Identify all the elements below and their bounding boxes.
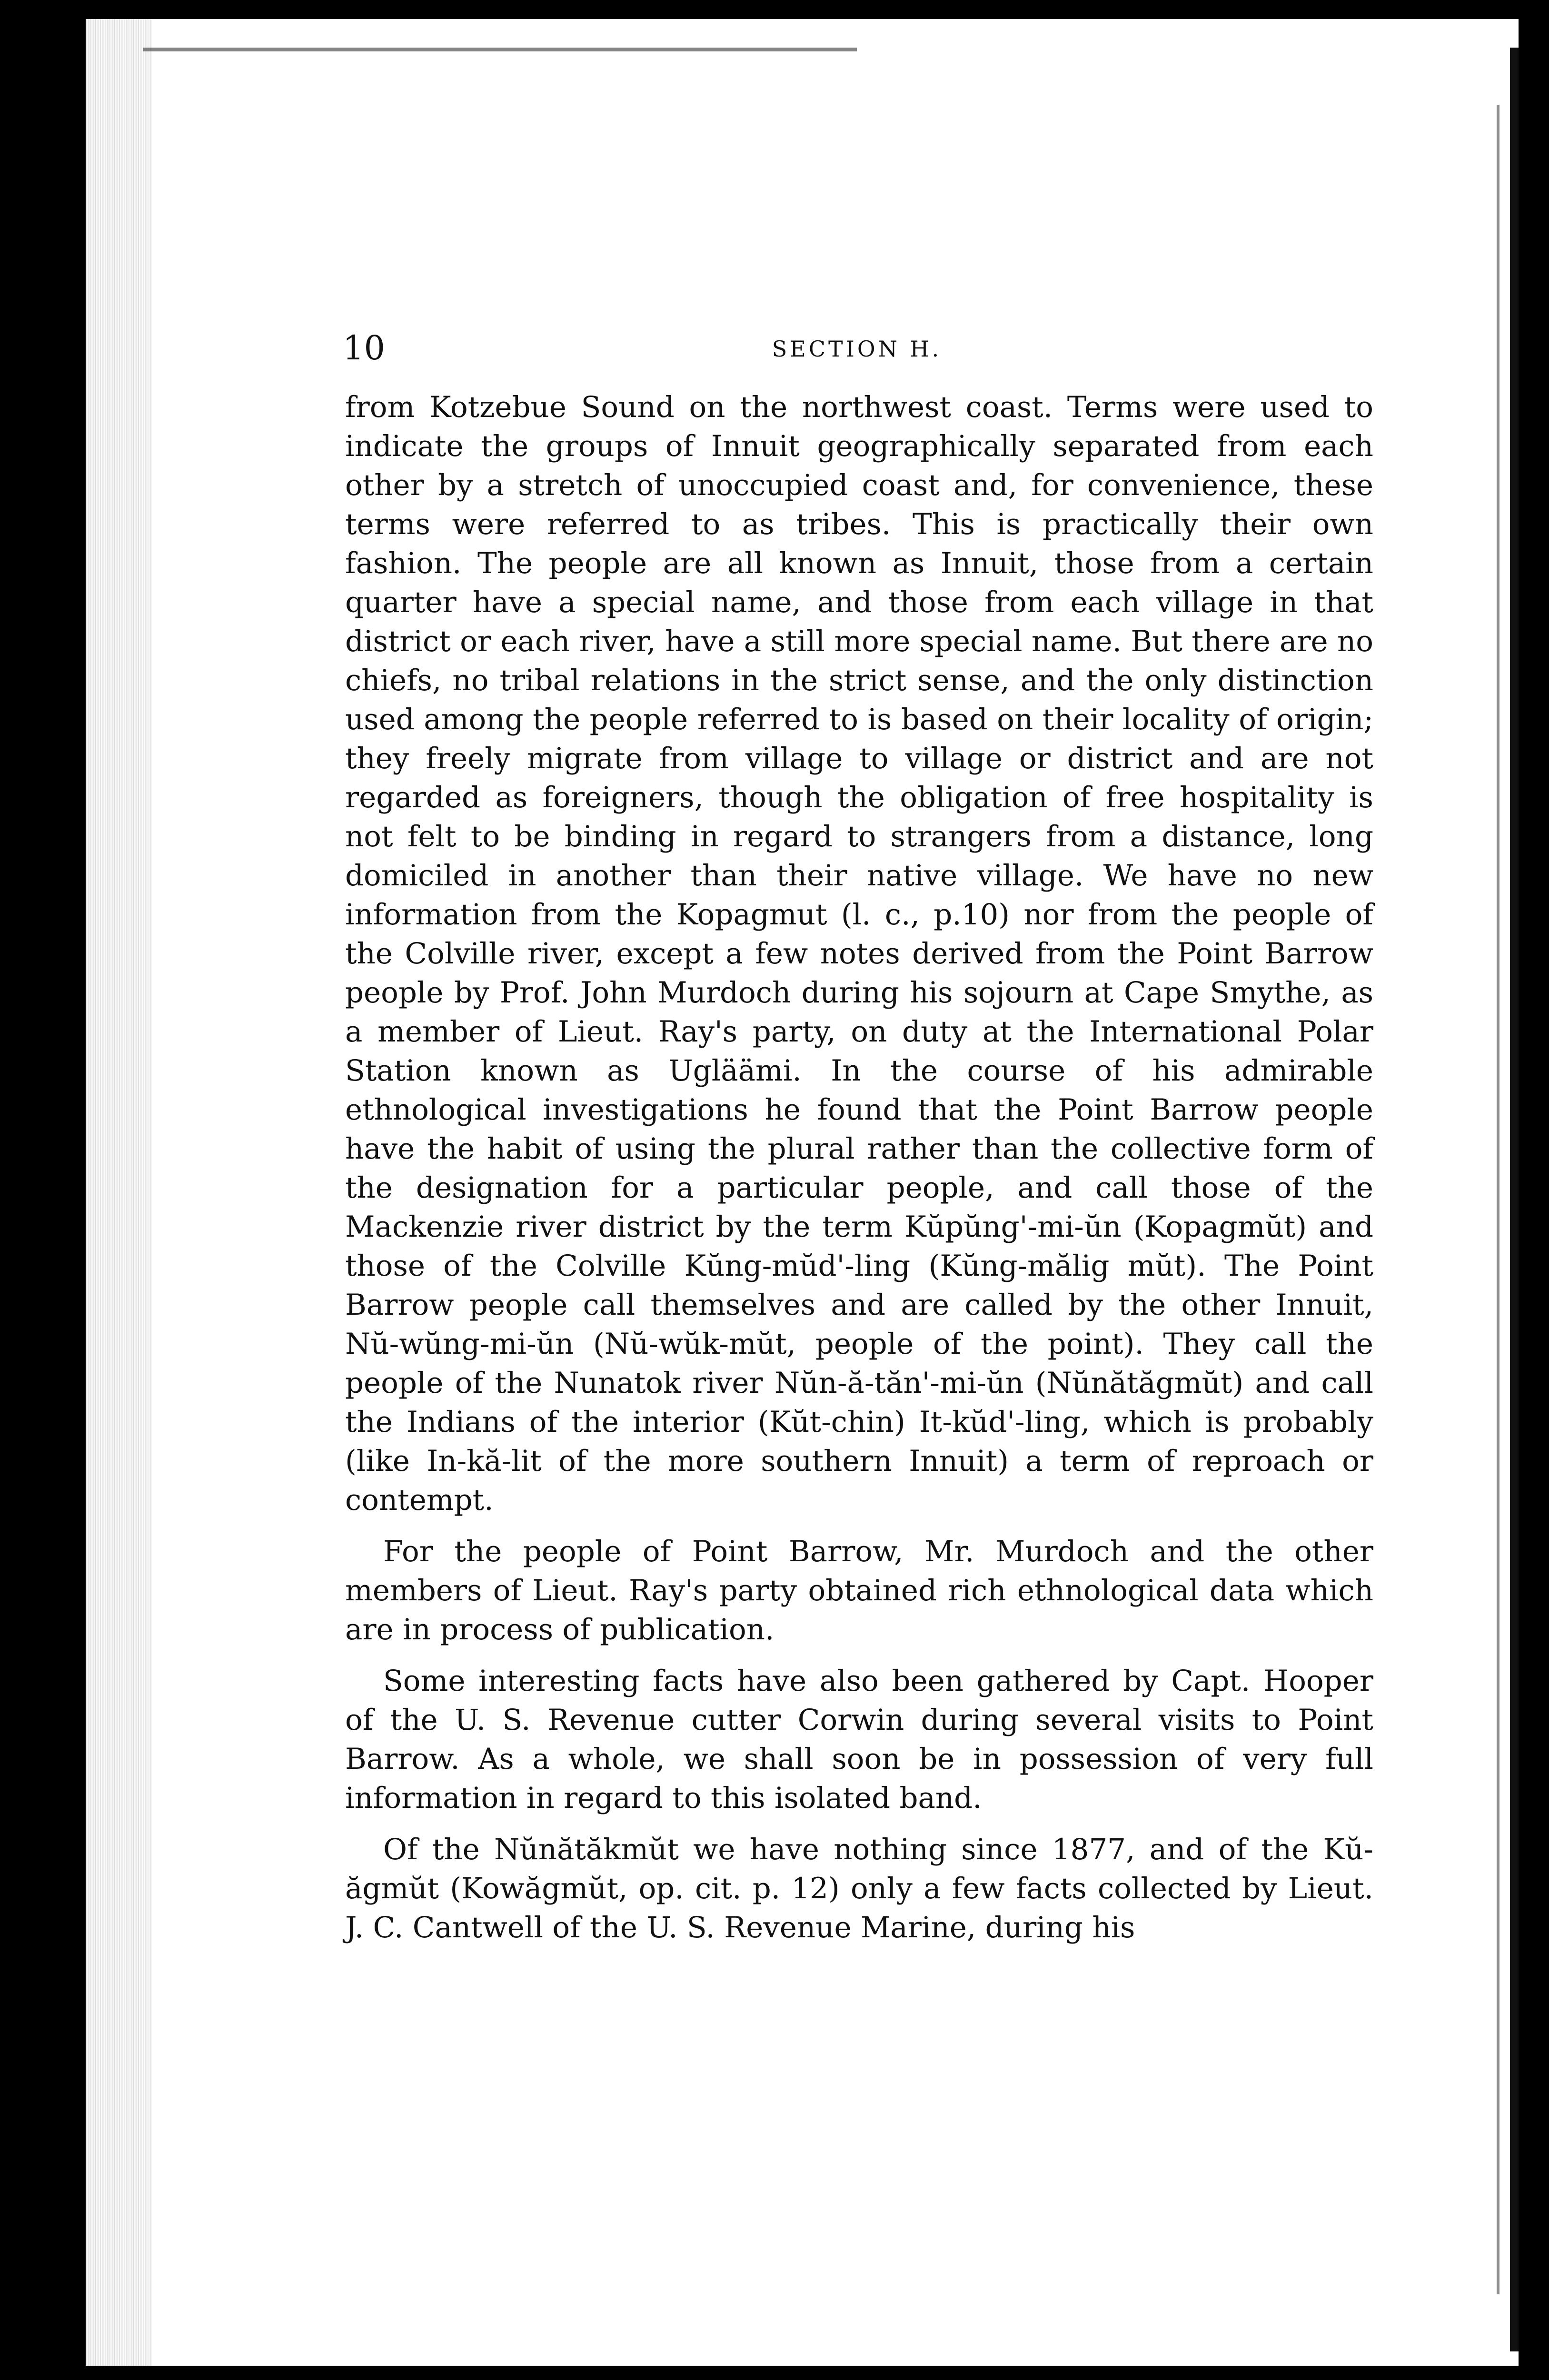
- running-head: SECTION H.: [772, 336, 942, 362]
- paragraph-3: Some interesting facts have also been gathered by Capt. Hooper of the U. S. Revenue cutter Corwin during several visits to Point Barrow. As a whole, we shall soon be in possession of very full information in regard to this isolated band.: [345, 1664, 1373, 1815]
- page-right-shadow: [1497, 105, 1499, 2294]
- page-right-edge: [1510, 48, 1519, 2351]
- paragraph-4: Of the Nŭnătăkmŭt we have nothing since 1877, and of the Kŭ-ăgmŭt (Kowăgmŭt, op. cit. p. 12) only a few facts collected by Lieut. J. C. Cantwell of the U. S. Revenue Marine, during his: [345, 1833, 1373, 1944]
- page-number: 10: [343, 328, 386, 367]
- paragraph-1: from Kotzebue Sound on the northwest coast. Terms were used to indicate the groups of Innuit geographically separated from each other by a stretch of unoccupied coast and, for convenience, these terms were referred to as tribes. This is practically their own fashion. The people are all known as Innuit, those from a certain quarter have a special name, and those from each village in that district or each river, have a still more special name. But there are no chiefs, no tribal relations in the strict sense, and the only distinction used among the people referred to is based on their locality of origin; they freely migrate from village to village or district and are not regarded as foreigners, though the obligation of free hospitality is not felt to be binding in regard to strangers from a distance, long domiciled in another than their native village. We have no new information from the Kopagmut (l. c., p.10) nor from the people of the Colville river, except a few notes derived from the Point Barrow people by Prof. John Murdoch during his sojourn at Cape Smythe, as a member of Lieut. Ray's party, on duty at the International Polar Station known as Ugläämi. In the course of his admirable ethnological investigations he found that the Point Barrow people have the habit of using the plural rather than the collective form of the designation for a particular people, and call those of the Mackenzie river district by the term Kŭpŭng'-mi-ŭn (Kopagmŭt) and those of the Colville Kŭng-mŭd'-ling (Kŭng-mălig mŭt). The Point Barrow people call themselves and are called by the other Innuit, Nŭ-wŭng-mi-ŭn (Nŭ-wŭk-mŭt, people of the point). They call the people of the Nunatok river Nŭn-ă-tăn'-mi-ŭn (Nŭnătăgmŭt) and call the Indians of the interior (Kŭt-chin) It-kŭd'-ling, which is probably (like In-kă-lit of the more southern Innuit) a term of reproach or contempt.: [345, 390, 1373, 1517]
- body-text: [345, 388, 1373, 1960]
- page-header: [343, 328, 1371, 381]
- paragraph-2: For the people of Point Barrow, Mr. Murdoch and the other members of Lieut. Ray's party obtained rich ethnological data which are in process of publication.: [345, 1535, 1373, 1646]
- binding-shadow: [86, 19, 152, 2366]
- page-top-edge: [143, 48, 857, 51]
